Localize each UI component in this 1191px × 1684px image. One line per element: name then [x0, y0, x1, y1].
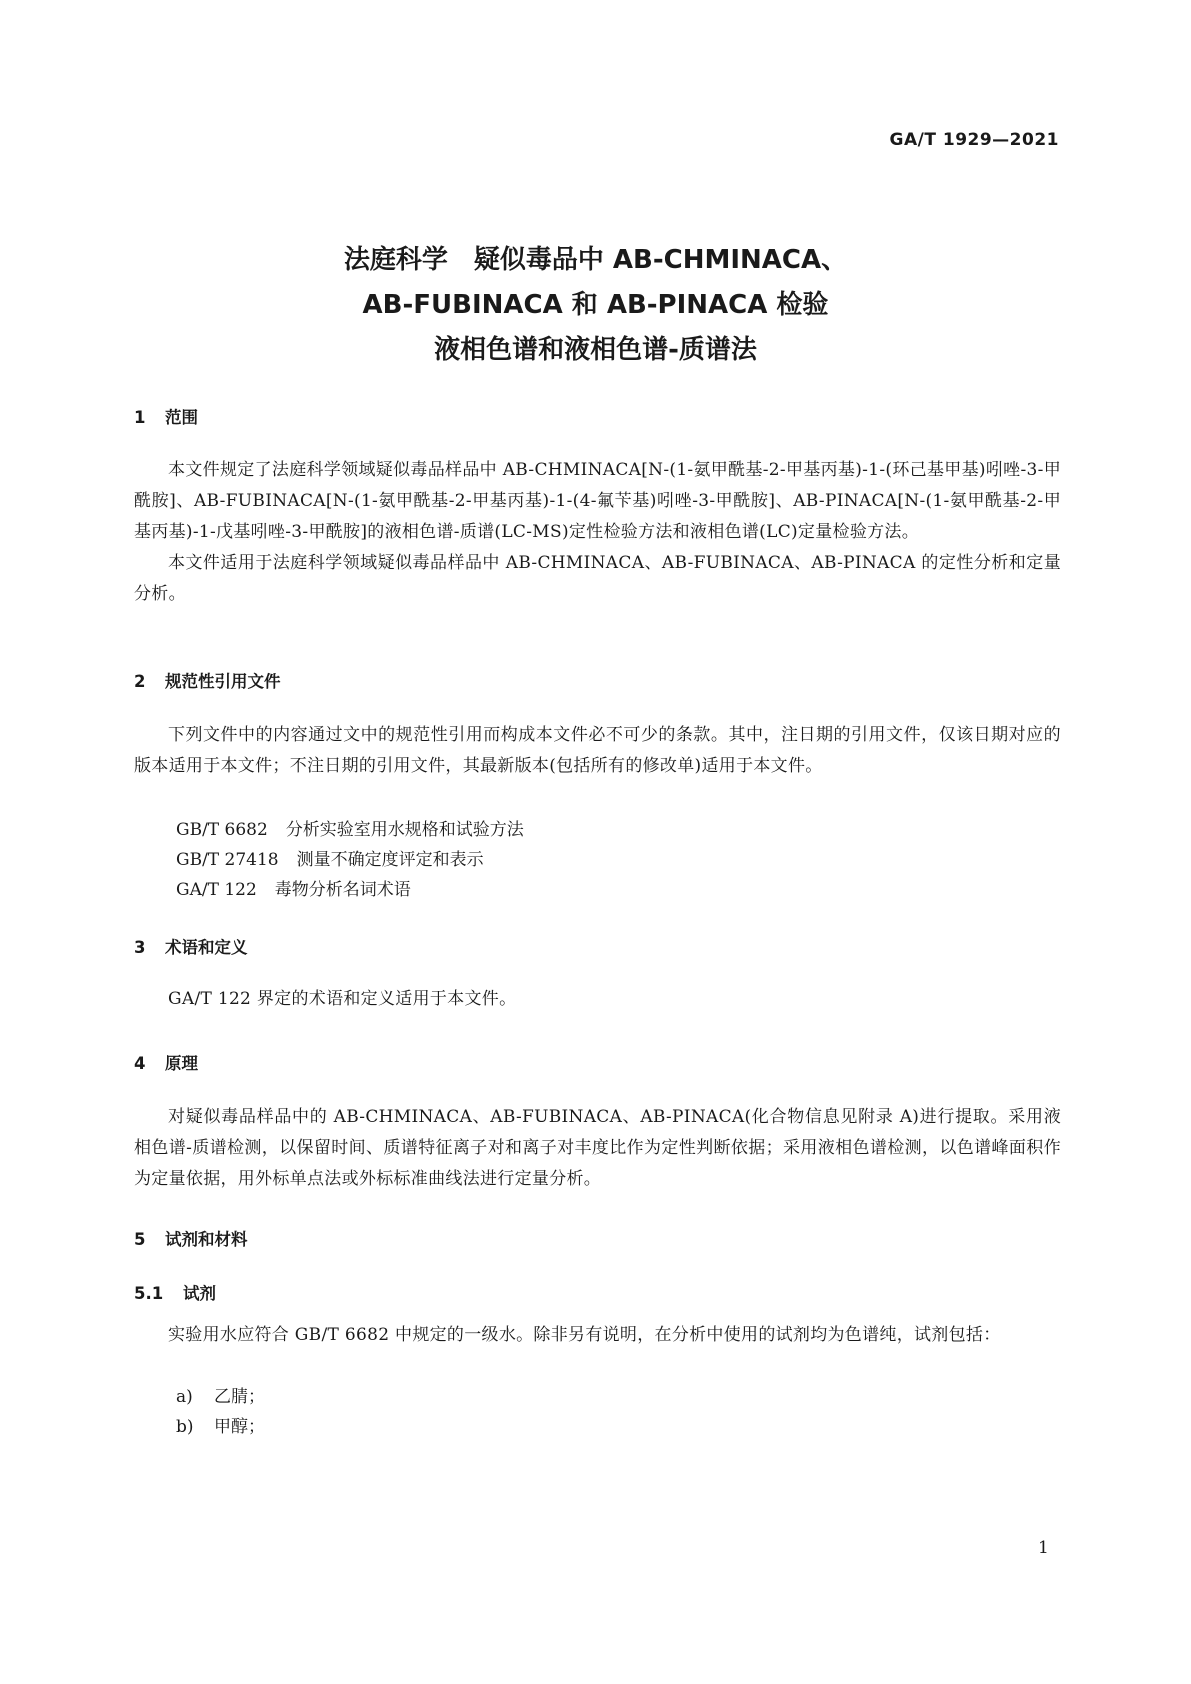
list-item: [176, 1382, 265, 1407]
subsection-number: 5.1: [134, 1284, 164, 1303]
section-heading-3: [134, 934, 248, 958]
reference-code: GB/T 27418: [176, 850, 279, 870]
section-heading-4: [134, 1050, 198, 1074]
paragraph: 实验用水应符合 GB/T 6682 中规定的一级水。除非另有说明，在分析中使用的试剂均为色谱纯，试剂包括：: [168, 1325, 1001, 1345]
section-1-body: [134, 455, 1061, 610]
list-text: 乙腈；: [214, 1387, 265, 1407]
reference-title: 分析实验室用水规格和试验方法: [285, 820, 524, 840]
subsection-heading-5-1: [134, 1280, 216, 1304]
section-heading-5: [134, 1226, 248, 1250]
reference-code: GB/T 6682: [176, 820, 268, 840]
section-number: 4: [134, 1054, 146, 1073]
section-title: 试剂和材料: [165, 1230, 248, 1249]
section-heading-2: [134, 668, 281, 692]
section-title: 术语和定义: [165, 938, 248, 957]
paragraph: 本文件适用于法庭科学领域疑似毒品样品中 AB-CHMINACA、AB-FUBINACA、AB-PINACA 的定性分析和定量分析。: [134, 553, 1061, 604]
paragraph: 对疑似毒品样品中的 AB-CHMINACA、AB-FUBINACA、AB-PINACA(化合物信息见附录 A)进行提取。采用液相色谱-质谱检测，以保留时间、质谱特征离子对和离子对丰度比作为定性判断依据；采用液相色谱检测，以色谱峰面积作为定量依据，用外标单点法或外标标准曲线法进行定量分析。: [134, 1107, 1061, 1189]
subsection-title: 试剂: [183, 1284, 216, 1303]
section-3-body: [134, 984, 1061, 1015]
reference-item: [176, 875, 411, 900]
paragraph: 下列文件中的内容通过文中的规范性引用而构成本文件必不可少的条款。其中，注日期的引用文件，仅该日期对应的版本适用于本文件；不注日期的引用文件，其最新版本(包括所有的修改单)适用于本文件。: [134, 725, 1061, 776]
paragraph: 本文件规定了法庭科学领域疑似毒品样品中 AB-CHMINACA[N-(1-氨甲酰基-2-甲基丙基)-1-(环己基甲基)吲唑-3-甲酰胺]、AB-FUBINACA[N-(1-氨甲酰基-2-甲基丙基)-1-(4-氟苄基)吲唑-3-甲酰胺]、AB-PINACA[N-(1-氨甲酰基-2-甲基丙基)-1-戊基吲唑-3-甲酰胺]的液相色谱-质谱(LC-MS)定性检验方法和液相色谱(LC)定量检验方法。: [134, 460, 1061, 542]
page-number: 1: [1038, 1538, 1049, 1558]
section-heading-1: [134, 404, 198, 428]
paragraph: GA/T 122 界定的术语和定义适用于本文件。: [168, 989, 517, 1009]
list-marker: b): [176, 1417, 194, 1437]
section-number: 5: [134, 1230, 146, 1249]
list-text: 甲醇；: [214, 1417, 265, 1437]
section-2-body: [134, 720, 1061, 782]
section-title: 原理: [165, 1054, 198, 1073]
section-number: 3: [134, 938, 146, 957]
standard-code: GA/T 1929—2021: [889, 130, 1059, 150]
list-item: [176, 1412, 265, 1437]
section-title: 范围: [165, 408, 198, 427]
reference-item: [176, 845, 484, 870]
subsection-5-1-body: [134, 1320, 1061, 1351]
document-title: [0, 238, 1191, 373]
title-line-2: AB-FUBINACA 和 AB-PINACA 检验: [362, 290, 829, 320]
reference-item: [176, 815, 524, 840]
section-number: 2: [134, 672, 146, 691]
section-title: 规范性引用文件: [165, 672, 281, 691]
reference-title: 毒物分析名词术语: [274, 880, 411, 900]
section-number: 1: [134, 408, 146, 427]
title-line-1: 法庭科学 疑似毒品中 AB-CHMINACA、: [343, 245, 848, 275]
reference-title: 测量不确定度评定和表示: [296, 850, 484, 870]
title-line-3: 液相色谱和液相色谱-质谱法: [434, 335, 757, 365]
reference-code: GA/T 122: [176, 880, 257, 900]
section-4-body: [134, 1102, 1061, 1195]
list-marker: a): [176, 1387, 193, 1407]
